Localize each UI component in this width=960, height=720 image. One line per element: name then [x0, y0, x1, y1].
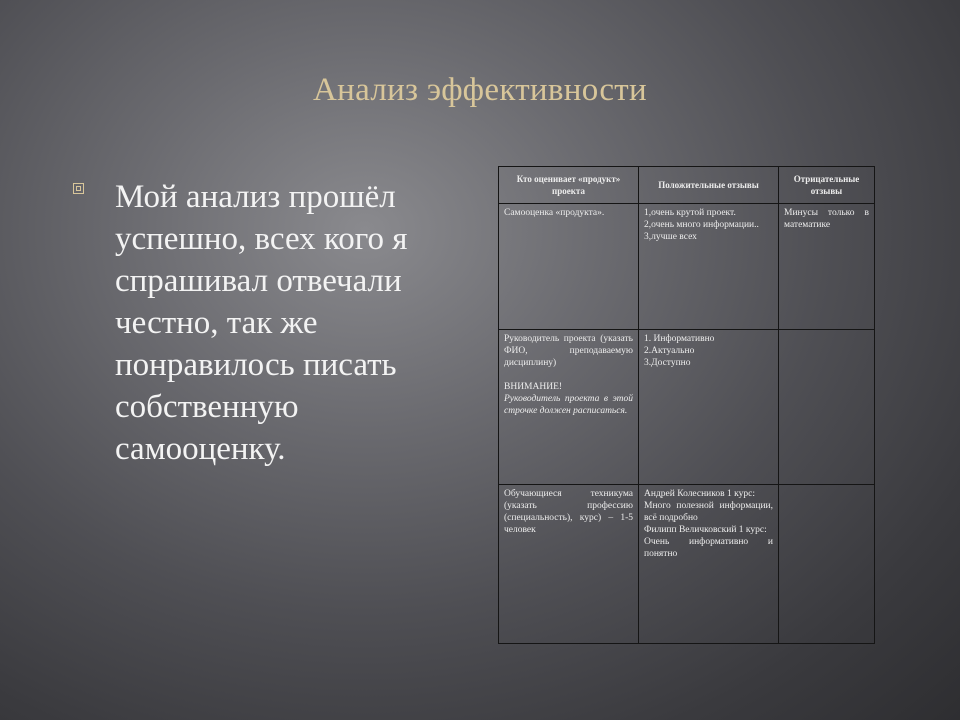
cell-negative	[779, 485, 875, 644]
positive-line: Много полезной информации, всё подробно	[644, 501, 773, 523]
positive-line: Андрей Колесников 1 курс:	[644, 489, 755, 499]
cell-negative	[779, 330, 875, 485]
header-positive: Положительные отзывы	[639, 167, 779, 204]
positive-line: 2,очень много информации..	[644, 220, 759, 230]
bullet-text: Мой анализ прошёл успешно, всех кого я спрашивал отвечали честно, так же понравилось писать собственную самооценку.	[115, 179, 408, 467]
positive-line: Филипп Величковский 1 курс:	[644, 525, 767, 535]
cell-positive	[639, 204, 779, 330]
header-negative: Отрицательные отзывы	[779, 167, 875, 204]
slide-title: Анализ эффективности	[312, 72, 647, 108]
positive-line: 1. Информативно	[644, 334, 715, 344]
positive-line: Очень информативно и понятно	[644, 537, 773, 559]
cell-negative: Минусы только в математике	[779, 204, 875, 330]
cell-who	[499, 330, 639, 485]
signature-note: Руководитель проекта в этой строчке должен расписаться.	[504, 394, 633, 416]
cell-positive	[639, 330, 779, 485]
table-header-row	[499, 167, 875, 204]
positive-line: 3.Доступно	[644, 358, 691, 368]
warning-text: ВНИМАНИЕ!	[504, 382, 563, 392]
who-text: Руководитель проекта (указать ФИО, преподаваемую дисциплину)	[504, 334, 633, 368]
header-who: Кто оценивает «продукт» проекта	[499, 167, 639, 204]
table-row	[499, 204, 875, 330]
cell-positive	[639, 485, 779, 644]
cell-who: Самооценка «продукта».	[499, 204, 639, 330]
table-row	[499, 330, 875, 485]
positive-line: 2.Актуально	[644, 346, 695, 356]
positive-line: 1,очень крутой проект.	[644, 208, 736, 218]
cell-who: Обучающиеся техникума (указать профессию (специальность), курс) – 1-5 человек	[499, 485, 639, 644]
table-row	[499, 485, 875, 644]
positive-line: 3,лучше всех	[644, 232, 697, 242]
review-table	[498, 166, 875, 644]
bullet-item	[73, 176, 473, 470]
square-bullet-icon	[73, 183, 84, 194]
